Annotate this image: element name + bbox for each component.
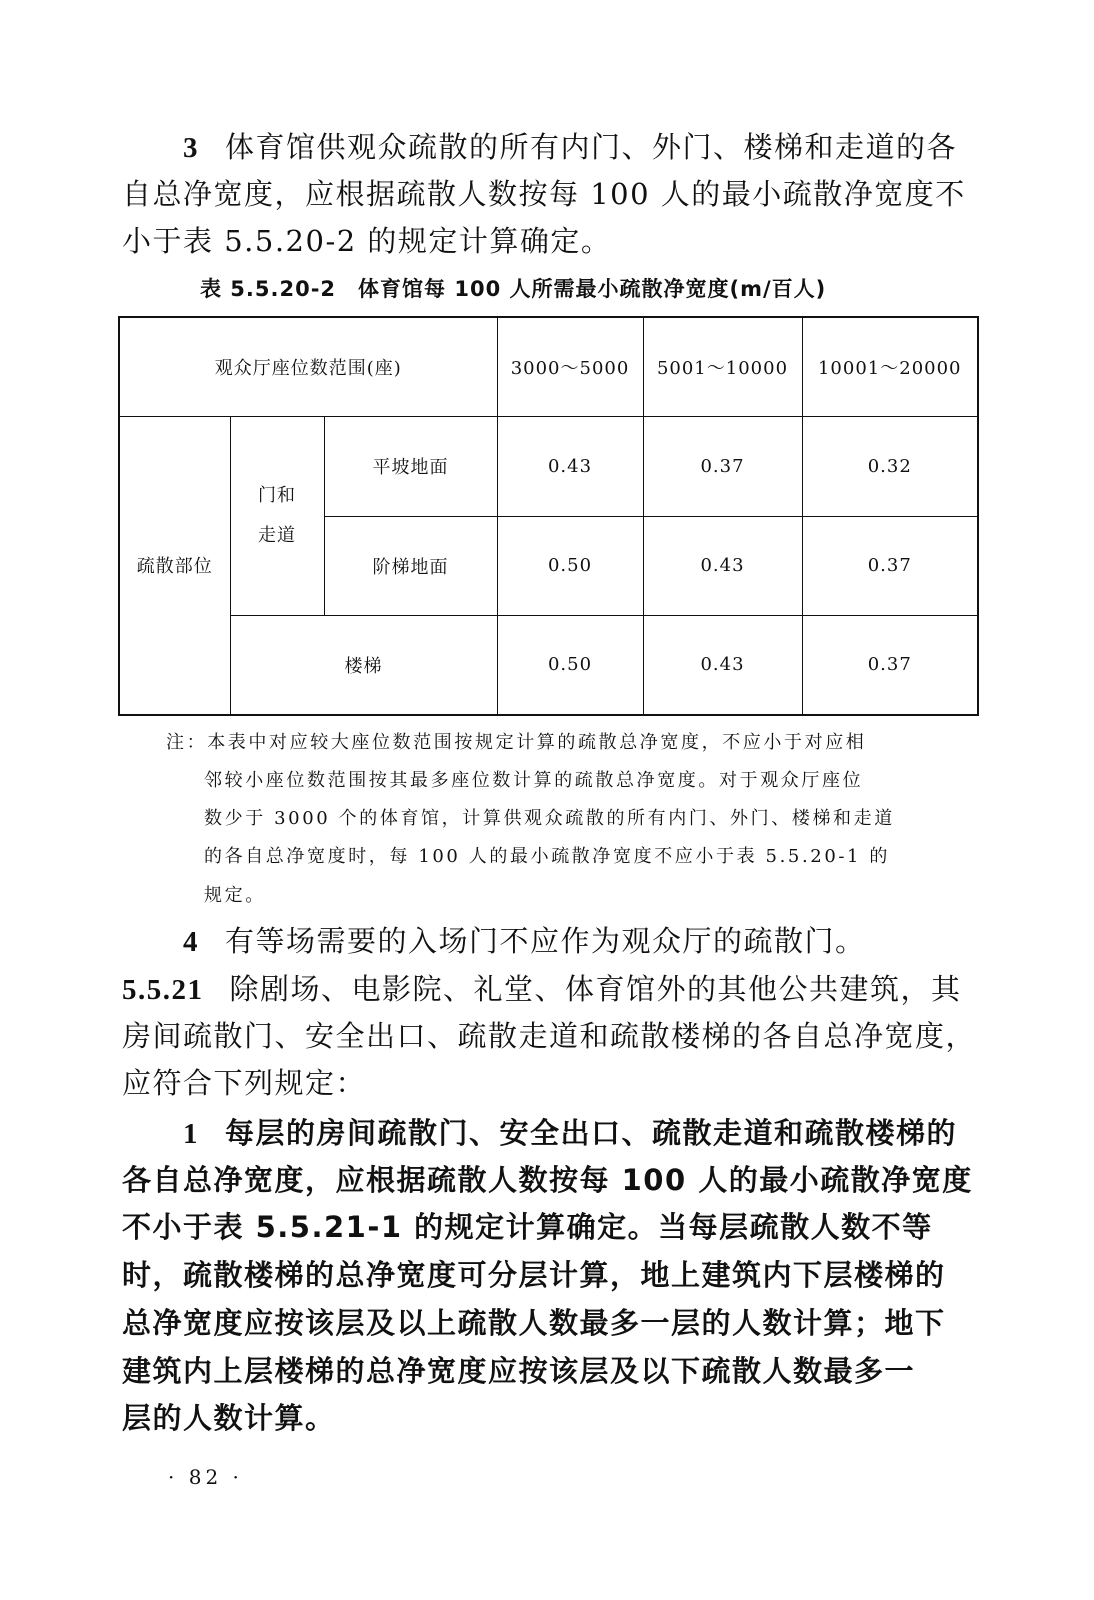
sub-group-line-1: 门和 (258, 484, 296, 506)
cell-value: 0.37 (802, 615, 978, 715)
table-row (119, 416, 978, 516)
sub-group-line-2: 走道 (258, 524, 296, 546)
header-col-1: 3000～5000 (497, 317, 643, 416)
row-label: 楼梯 (230, 615, 497, 715)
para1-line-5: 总净宽度应按该层及以上疏散人数最多一层的人数计算；地下 (122, 1306, 946, 1340)
para1-line-3: 不小于表 5.5.21-1 的规定计算确定。当每层疏散人数不等 (122, 1210, 933, 1244)
note-line-5: 规定。 (204, 885, 266, 906)
clause-number: 5.5.21 (122, 974, 204, 1006)
para3-line-2: 自总净宽度，应根据疏散人数按每 100 人的最小疏散净宽度不 (122, 177, 966, 211)
note-line-3: 数少于 3000 个的体育馆，计算供观众疏散的所有内门、外门、楼梯和走道 (204, 808, 895, 829)
clause-5-5-21-line-2: 房间疏散门、安全出口、疏散走道和疏散楼梯的各自总净宽度， (122, 1019, 977, 1053)
note-line-4: 的各自总净宽度时，每 100 人的最小疏散净宽度不应小于表 5.5.20-1 的 (204, 846, 891, 867)
para3-line-3: 小于表 5.5.20-2 的规定计算确定。 (122, 224, 612, 258)
sub-group-door-corridor (230, 416, 324, 615)
header-col-3: 10001～20000 (802, 317, 978, 416)
table-row (119, 615, 978, 715)
note-line-2: 邻较小座位数范围按其最多座位数计算的疏散总净宽度。对于观众厅座位 (204, 770, 864, 791)
cell-value: 0.43 (497, 416, 643, 516)
row-group-evacuation-part: 疏散部位 (119, 416, 230, 715)
clause-5-5-21-line-1 (122, 972, 962, 1007)
para1-text-1: 每层的房间疏散门、安全出口、疏散走道和疏散楼梯的 (225, 1116, 958, 1150)
para4-text: 有等场需要的入场门不应作为观众厅的疏散门。 (225, 924, 866, 958)
para4 (183, 924, 866, 959)
para1-line-2: 各自总净宽度，应根据疏散人数按每 100 人的最小疏散净宽度 (122, 1163, 973, 1197)
page-number: · 82 · (168, 1465, 243, 1489)
cell-value: 0.37 (643, 416, 802, 516)
para3-line-1 (183, 130, 957, 165)
row-label: 阶梯地面 (324, 516, 497, 615)
clause-text-1: 除剧场、电影院、礼堂、体育馆外的其他公共建筑，其 (229, 972, 962, 1006)
para1-number: 1 (183, 1118, 199, 1150)
clause-5-5-21-line-3: 应符合下列规定： (122, 1066, 367, 1100)
note-line-1: 注：本表中对应较大座位数范围按规定计算的疏散总净宽度，不应小于对应相 (166, 732, 867, 753)
table-header-row (119, 317, 978, 416)
header-seat-range-label: 观众厅座位数范围(座) (119, 317, 497, 416)
cell-value: 0.32 (802, 416, 978, 516)
cell-value: 0.37 (802, 516, 978, 615)
table-caption: 表 5.5.20-2 体育馆每 100 人所需最小疏散净宽度(m/百人) (200, 277, 827, 301)
cell-value: 0.50 (497, 516, 643, 615)
para1-line-1 (183, 1116, 957, 1151)
cell-value: 0.43 (643, 516, 802, 615)
para1-line-6: 建筑内上层楼梯的总净宽度应按该层及以下疏散人数最多一 (122, 1354, 916, 1388)
para1-line-4: 时，疏散楼梯的总净宽度可分层计算，地上建筑内下层楼梯的 (122, 1258, 946, 1292)
row-label: 平坡地面 (324, 416, 497, 516)
para3-number: 3 (183, 132, 199, 164)
header-col-2: 5001～10000 (643, 317, 802, 416)
para1-line-7: 层的人数计算。 (122, 1401, 336, 1435)
evacuation-width-table (118, 316, 979, 716)
cell-value: 0.50 (497, 615, 643, 715)
para4-number: 4 (183, 926, 199, 958)
cell-value: 0.43 (643, 615, 802, 715)
para3-text-1: 体育馆供观众疏散的所有内门、外门、楼梯和走道的各 (225, 130, 958, 164)
